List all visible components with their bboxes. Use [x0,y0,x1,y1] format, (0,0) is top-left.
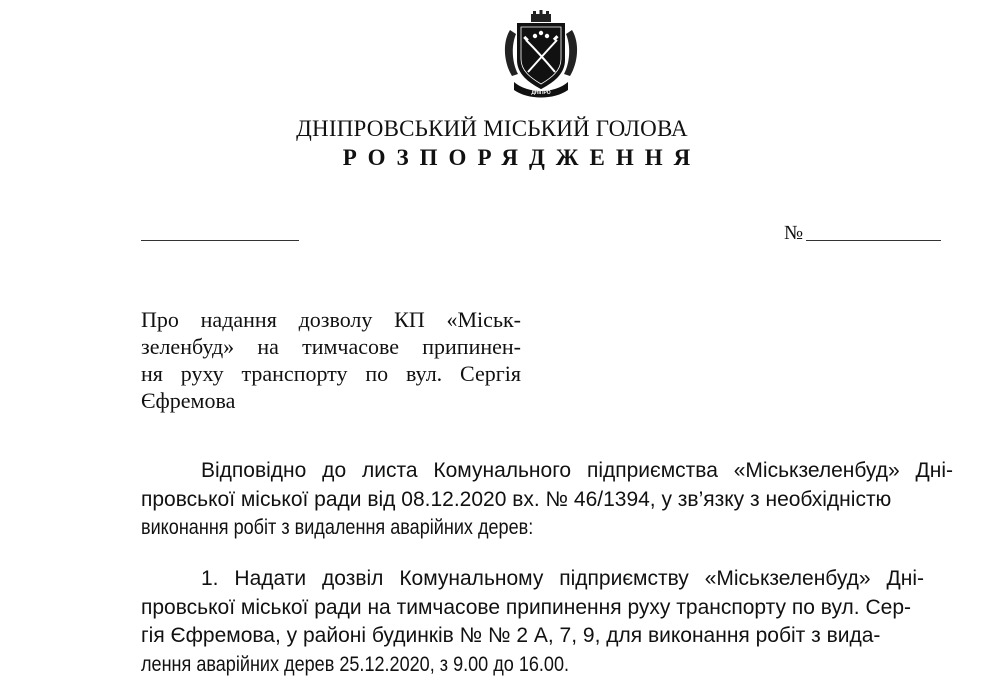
subject-line: ня руху транспорту по вул. Сергія [141,360,521,387]
subject-line: Єфремова [141,387,521,414]
number-label: № [784,222,803,245]
number-blank-line [806,240,941,241]
paragraph-line: гія Єфремова, у районі будинків № № 2 А, 7, 9, для виконання робіт з вида- [141,622,880,651]
paragraph-line: Відповідно до листа Комунального підприємства «Міськзеленбуд» Дні- [141,457,953,486]
emblem-ribbon-text: ДНІПРО [531,90,550,96]
preamble-paragraph [141,457,937,543]
paragraph-line: провської міської ради на тимчасове припинення руху транспорту по вул. Сер- [141,594,911,623]
document-subject [141,306,521,414]
coat-of-arms-icon [500,8,582,100]
paragraph-line: 1. Надати дозвіл Комунальному підприємству «Міськзеленбуд» Дні- [141,565,924,594]
item-1-paragraph [141,565,937,679]
issuer-title: ДНІПРОВСЬКИЙ МІСЬКИЙ ГОЛОВА [0,116,984,142]
document-type-title: РОЗПОРЯДЖЕННЯ [0,145,984,171]
subject-line: Про надання дозволу КП «Міськ- [141,306,521,333]
paragraph-line: провської міської ради від 08.12.2020 вх. № 46/1394, у зв’язку з необхідністю [141,486,891,515]
paragraph-line: лення аварійних дерев 25.12.2020, з 9.00 до 16.00. [141,651,569,679]
subject-line: зеленбуд» на тимчасове припинен- [141,333,521,360]
date-blank-line [141,240,299,241]
paragraph-line: виконання робіт з видалення аварійних дерев: [141,514,533,543]
